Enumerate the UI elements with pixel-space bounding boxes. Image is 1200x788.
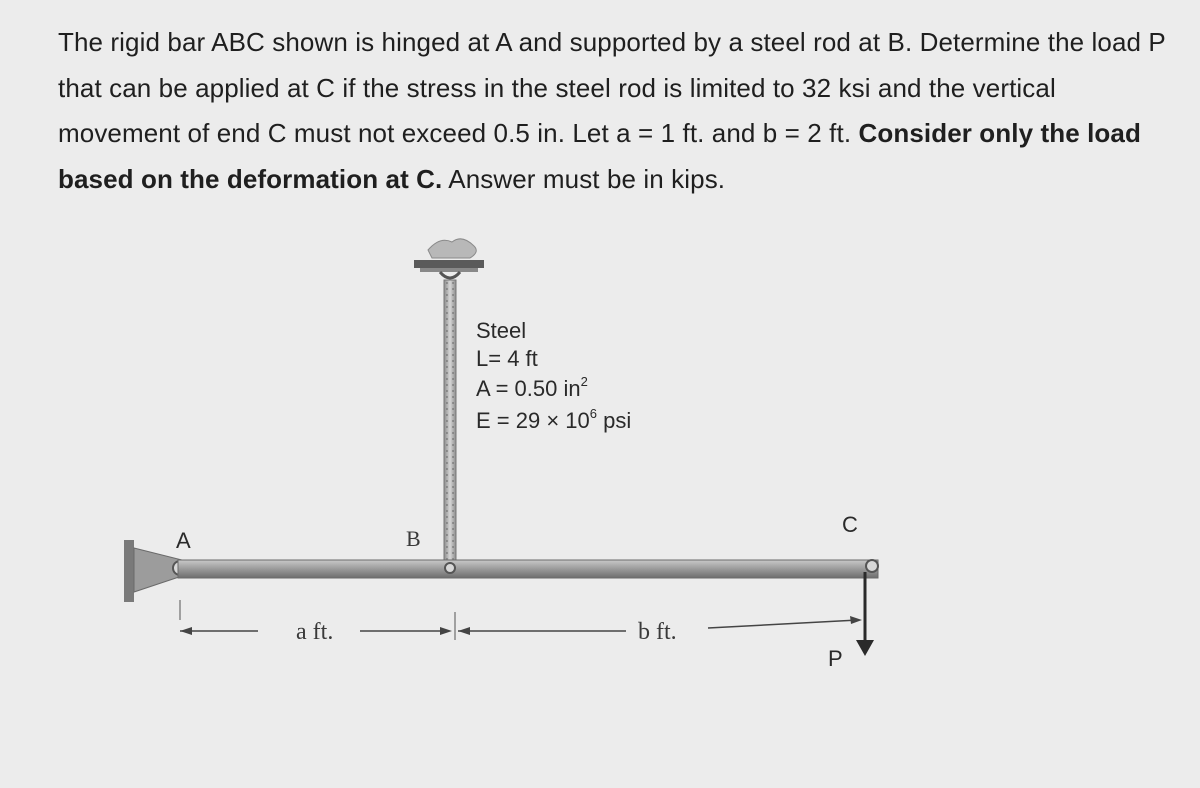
rod-area bbox=[476, 374, 588, 401]
rod-modulus-unit: psi bbox=[597, 408, 632, 433]
problem-emphasis: Consider only the load based on the deformation at C. bbox=[58, 118, 1141, 194]
point-c-label: C bbox=[842, 512, 858, 537]
ceiling-support bbox=[414, 239, 484, 278]
point-b-label: B bbox=[406, 526, 421, 551]
load-arrow bbox=[856, 572, 874, 656]
rod-area-exponent: 2 bbox=[580, 374, 588, 389]
rod-length: L= 4 ft bbox=[476, 346, 538, 371]
point-a-label: A bbox=[176, 528, 191, 553]
pin-c bbox=[866, 560, 878, 572]
rod-modulus bbox=[476, 406, 631, 433]
problem-intro: The rigid bar ABC shown is hinged at A and supported by a steel rod at B. Determine the load P that can be applied at C if the stress in the steel rod is limited to 32 ksi and the vertical movement of end C must not exceed 0.5 in. Let a = 1 ft. and b = 2 ft. bbox=[58, 27, 1166, 148]
dimension-b-label: b ft. bbox=[638, 619, 677, 645]
load-p-label: P bbox=[828, 646, 843, 671]
rod-modulus-value: E = 29 × 10 bbox=[476, 408, 590, 433]
problem-closing: Answer must be in kips. bbox=[442, 163, 726, 194]
pin-b bbox=[445, 563, 455, 573]
rod-properties bbox=[476, 318, 631, 433]
rod-area-value: A = 0.50 in bbox=[476, 376, 581, 401]
steel-rod bbox=[444, 280, 456, 562]
rod-material: Steel bbox=[476, 318, 527, 343]
dimension-a-label: a ft. bbox=[296, 619, 334, 645]
rigid-bar bbox=[178, 560, 878, 578]
rod-modulus-exponent: 6 bbox=[589, 406, 597, 421]
